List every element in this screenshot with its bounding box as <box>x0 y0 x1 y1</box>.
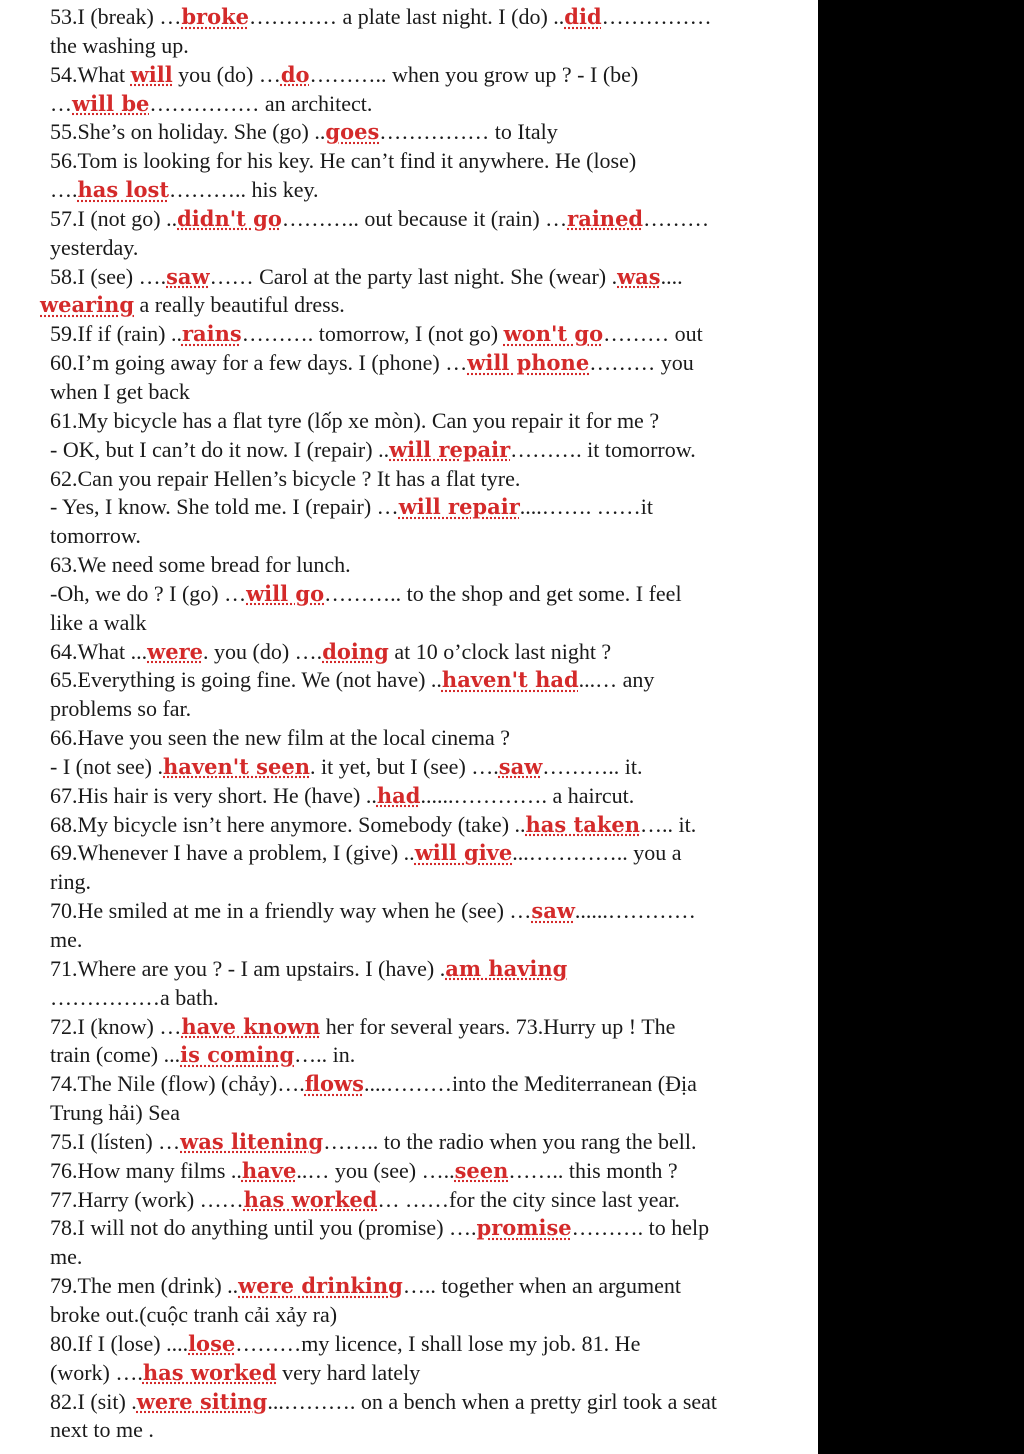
handwritten-answer: saw <box>498 753 543 779</box>
exercise-line <box>50 1070 812 1099</box>
exercise-text: ......…………. a haircut. <box>420 782 635 808</box>
exercise-line <box>50 147 812 176</box>
exercise-text: 67.His hair is very short. He (have) .. <box>50 782 377 808</box>
handwritten-answer: did <box>564 4 602 29</box>
exercise-line <box>50 320 812 349</box>
exercise-text: next to me . <box>50 1417 154 1443</box>
exercise-text: . you (do) …. <box>203 638 323 664</box>
exercise-line <box>50 234 812 263</box>
exercise-text: train (come) ... <box>50 1042 181 1068</box>
exercise-text: 68.My bicycle isn’t here anymore. Somebody (take) .. <box>50 811 526 837</box>
handwritten-answer: had <box>376 782 421 808</box>
exercise-text: …………… <box>601 4 712 29</box>
exercise-text: ………. tomorrow, I (not go) <box>241 321 504 347</box>
exercise-line <box>50 1301 812 1330</box>
exercise-text: her for several years. 73.Hurry up ! The <box>320 1013 676 1039</box>
exercise-text: …………… an architect. <box>149 90 373 116</box>
handwritten-answer: promise <box>476 1215 572 1241</box>
handwritten-answer: was <box>617 263 661 289</box>
handwritten-answer: will repair <box>389 436 511 462</box>
exercise-text: 65.Everything is going fine. We (not have) .. <box>50 667 442 693</box>
handwritten-answer: do <box>280 61 310 87</box>
handwritten-answer: haven't seen <box>163 753 310 779</box>
exercise-text: ……….. to the shop and get some. I feel <box>324 580 682 606</box>
exercise-text: 82.I (sit) . <box>50 1388 137 1414</box>
exercise-line <box>50 436 812 465</box>
exercise-line <box>50 1416 812 1445</box>
exercise-line <box>50 1128 812 1157</box>
handwritten-answer: were drinking <box>238 1273 403 1299</box>
exercise-text: (work) …. <box>50 1359 143 1385</box>
exercise-line <box>50 1388 812 1417</box>
exercise-line <box>50 1041 812 1070</box>
exercise-line <box>50 1243 812 1272</box>
handwritten-answer: were siting <box>136 1388 268 1414</box>
exercise-line <box>50 407 812 436</box>
exercise-text: 66.Have you seen the new film at the local cinema ? <box>50 725 510 751</box>
handwritten-answer: doing <box>322 638 389 664</box>
exercise-line <box>50 3 812 32</box>
exercise-text: problems so far. <box>50 696 192 722</box>
exercise-text: 72.I (know) … <box>50 1013 182 1039</box>
handwritten-answer: seen <box>454 1157 509 1183</box>
exercise-text: ………. to help <box>571 1215 710 1241</box>
exercise-line <box>50 724 812 753</box>
exercise-text: ….. in. <box>294 1042 356 1068</box>
exercise-text: ...………. on a bench when a pretty girl took a seat <box>267 1388 718 1414</box>
exercise-text: ……… <box>643 205 710 231</box>
exercise-line <box>50 839 812 868</box>
exercise-text: ……….. it. <box>542 753 643 779</box>
exercise-text: - Yes, I know. She told me. I (repair) … <box>50 494 399 520</box>
exercise-text: …… Carol at the party last night. She (wear) . <box>209 263 618 289</box>
exercise-line <box>50 205 812 234</box>
exercise-line <box>50 551 812 580</box>
exercise-text: - I (not see) . <box>50 753 164 779</box>
exercise-text: ……………a bath. <box>50 984 219 1010</box>
exercise-line <box>40 291 812 320</box>
handwritten-answer: was litening <box>180 1128 324 1154</box>
exercise-text: 55.She’s on holiday. She (go) .. <box>50 119 326 145</box>
exercise-line <box>50 1013 812 1042</box>
exercise-text: me. <box>50 927 83 952</box>
handwritten-answer: haven't had <box>441 667 579 693</box>
exercise-line <box>50 638 812 667</box>
handwritten-answer: flows <box>304 1071 364 1097</box>
exercise-text: ………my licence, I shall lose my job. 81. He <box>235 1330 641 1356</box>
exercise-text: like a walk <box>50 609 147 635</box>
exercise-text: …….. to the radio when you rang the bell. <box>323 1128 697 1154</box>
handwritten-answer: broke <box>181 4 250 29</box>
exercise-text: broke out.(cuộc tranh cải xảy ra) <box>50 1301 338 1327</box>
exercise-line <box>50 522 812 551</box>
handwritten-answer: rained <box>567 205 644 231</box>
handwritten-answer: goes <box>325 119 380 145</box>
exercise-line <box>50 609 812 638</box>
exercise-text: ……… out <box>603 321 703 347</box>
exercise-text: 53.I (break) … <box>50 4 182 29</box>
exercise-line <box>50 90 812 119</box>
exercise-text: - OK, but I can’t do it now. I (repair) .. <box>50 436 390 462</box>
exercise-text: ....………into the Mediterranean (Địa <box>363 1071 697 1097</box>
handwritten-answer: didn't go <box>177 205 282 231</box>
handwritten-answer: will be <box>72 90 150 116</box>
exercise-text: 78.I will not do anything until you (promise) …. <box>50 1215 477 1241</box>
exercise-text: 64.What ... <box>50 638 148 664</box>
exercise-line <box>50 984 812 1013</box>
exercise-text: ..… you (see) ….. <box>296 1157 455 1183</box>
exercise-line <box>50 1157 812 1186</box>
exercise-text: -Oh, we do ? I (go) … <box>50 580 247 606</box>
handwritten-answer: were <box>147 638 204 664</box>
handwritten-answer: has worked <box>243 1186 378 1212</box>
exercise-line <box>50 580 812 609</box>
handwritten-answer: will <box>130 61 173 87</box>
exercise-text: ring. <box>50 869 91 895</box>
exercise-text: 57.I (not go) .. <box>50 205 178 231</box>
handwritten-answer: will repair <box>398 494 520 520</box>
exercise-text: ……….. his key. <box>169 177 319 203</box>
exercise-text: 71.Where are you ? - I am upstairs. I (have) . <box>50 955 446 981</box>
exercise-line <box>50 465 812 494</box>
exercise-line <box>50 1214 812 1243</box>
handwritten-answer: will phone <box>467 350 590 376</box>
exercise-text: ………… a plate last night. I (do) .. <box>249 4 565 29</box>
exercise-text: ……….. out because it (rain) … <box>281 205 568 231</box>
exercise-text: a really beautiful dress. <box>134 292 345 318</box>
exercise-text: 70.He smiled at me in a friendly way when he (see) … <box>50 898 532 924</box>
handwritten-answer: am having <box>445 955 568 981</box>
exercise-text: 79.The men (drink) .. <box>50 1273 239 1299</box>
exercise-text: …………… to Italy <box>379 119 558 145</box>
exercise-text: ....……. ……it <box>519 494 653 520</box>
exercise-line <box>50 1330 812 1359</box>
handwritten-answer: has lost <box>77 177 170 203</box>
handwritten-answer: have <box>241 1157 297 1183</box>
exercise-text: … ……for the city since last year. <box>377 1186 680 1212</box>
exercise-text: 63.We need some bread for lunch. <box>50 552 351 578</box>
exercise-line <box>50 61 812 90</box>
exercise-text: at 10 o’clock last night ? <box>388 638 612 664</box>
exercise-text: ….. together when an argument <box>402 1273 682 1299</box>
handwritten-answer: has worked <box>142 1359 277 1385</box>
exercise-text: ……… you <box>589 350 694 376</box>
exercise-text: … <box>50 90 72 116</box>
exercise-text: 54.What <box>50 61 131 87</box>
exercise-line <box>50 493 812 522</box>
exercise-text: …….. this month ? <box>508 1157 678 1183</box>
exercise-text: the washing up. <box>50 32 189 58</box>
exercise-text: 77.Harry (work) …… <box>50 1186 244 1212</box>
exercise-text: . it yet, but I (see) …. <box>309 753 499 779</box>
handwritten-answer: will go <box>246 580 325 606</box>
exercise-line <box>50 926 812 955</box>
exercise-text: ...………….. you a <box>512 840 682 866</box>
handwritten-answer: saw <box>531 898 575 924</box>
handwritten-answer: is coming <box>180 1042 295 1068</box>
exercise-line <box>50 176 812 205</box>
exercise-text: .... <box>660 263 683 289</box>
handwritten-answer: rains <box>181 321 242 347</box>
handwritten-answer: have known <box>181 1013 321 1039</box>
exercise-line <box>50 118 812 147</box>
exercise-line <box>50 1272 812 1301</box>
exercise-text: tomorrow. <box>50 523 141 549</box>
exercise-text: you (do) … <box>172 61 281 87</box>
exercise-line <box>50 695 812 724</box>
exercise-text: ….. it. <box>640 811 697 837</box>
exercise-line <box>50 1186 812 1215</box>
exercise-text: yesterday. <box>50 234 139 260</box>
exercise-text: 61.My bicycle has a flat tyre (lốp xe mòn). Can you repair it for me ? <box>50 407 660 433</box>
exercise-text: ......………… <box>574 898 696 924</box>
exercise-text: 59.If if (rain) .. <box>50 321 182 347</box>
exercise-text: 76.How many films .. <box>50 1157 242 1183</box>
exercise-text: …. <box>50 177 78 203</box>
exercise-text: ………. it tomorrow. <box>510 436 696 462</box>
exercise-line <box>50 666 812 695</box>
exercise-line <box>50 782 812 811</box>
exercise-line <box>50 32 812 61</box>
exercise-line <box>50 868 812 897</box>
handwritten-answer: will give <box>414 840 513 866</box>
exercise-line <box>50 753 812 782</box>
exercise-line <box>50 897 812 926</box>
handwritten-answer: won't go <box>503 321 604 347</box>
exercise-line <box>50 1359 812 1388</box>
handwritten-answer: wearing <box>40 292 135 318</box>
handwritten-answer: saw <box>166 263 210 289</box>
exercise-text: when I get back <box>50 378 190 404</box>
exercise-text: 56.Tom is looking for his key. He can’t find it anywhere. He (lose) <box>50 148 637 174</box>
exercise-text: very hard lately <box>276 1359 421 1385</box>
exercise-line <box>50 263 812 292</box>
exercise-text: 74.The Nile (flow) (chảy)…. <box>50 1071 305 1097</box>
exercise-text: 58.I (see) …. <box>50 263 167 289</box>
exercise-line <box>50 955 812 984</box>
exercise-text: me. <box>50 1244 83 1270</box>
exercise-line <box>50 349 812 378</box>
exercise-text: ...… any <box>578 667 655 693</box>
exercise-text: 60.I’m going away for a few days. I (phone) … <box>50 350 468 376</box>
exercise-text: 69.Whenever I have a problem, I (give) .. <box>50 840 415 866</box>
exercise-line <box>50 1099 812 1128</box>
exercise-text: 80.If I (lose) .... <box>50 1330 189 1356</box>
exercise-text: 62.Can you repair Hellen’s bicycle ? It has a flat tyre. <box>50 465 521 491</box>
exercise-lines <box>40 3 812 1445</box>
exercise-text: 75.I (lísten) … <box>50 1128 181 1154</box>
exercise-text: Trung hải) Sea <box>50 1100 180 1126</box>
handwritten-answer: lose <box>188 1330 236 1356</box>
exercise-line <box>50 811 812 840</box>
exercise-line <box>50 378 812 407</box>
exercise-text: ……….. when you grow up ? - I (be) <box>309 61 639 87</box>
handwritten-answer: has taken <box>525 811 641 837</box>
